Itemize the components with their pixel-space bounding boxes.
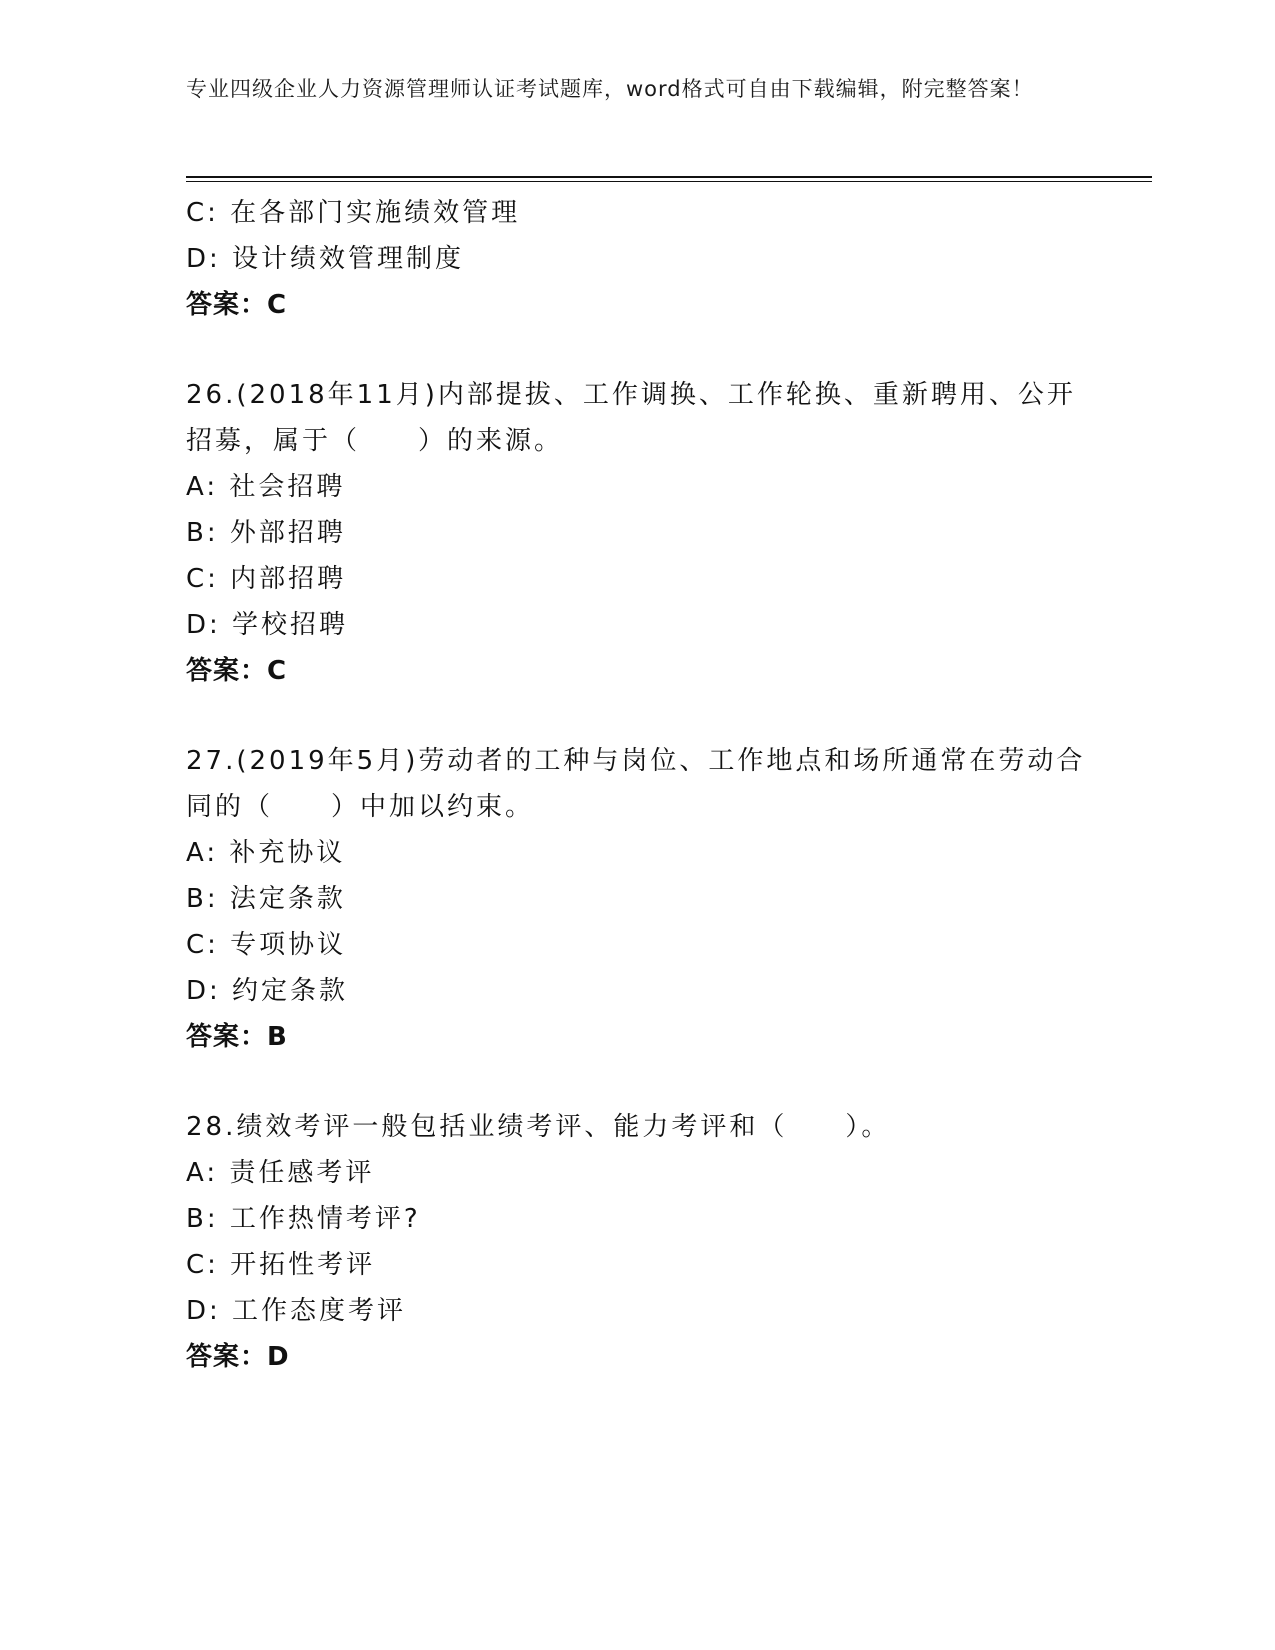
option-d: D: 工作态度考评 bbox=[186, 1296, 407, 1326]
page-header: 专业四级企业人力资源管理师认证考试题库，word格式可自由下载编辑，附完整答案！ bbox=[186, 77, 1034, 101]
option-a: A: 补充协议 bbox=[186, 838, 346, 868]
option-c: C: 开拓性考评 bbox=[186, 1250, 376, 1280]
question-list bbox=[186, 190, 1086, 1380]
question-27 bbox=[186, 738, 1086, 1060]
option-d: D: 约定条款 bbox=[186, 976, 349, 1006]
answer-label: 答案：B bbox=[186, 1022, 288, 1052]
spacer bbox=[186, 694, 1086, 738]
header-rule-thick bbox=[186, 176, 1152, 178]
spacer bbox=[186, 1060, 1086, 1104]
spacer bbox=[186, 328, 1086, 372]
question-stem-line: 招募，属于（ ）的来源。 bbox=[186, 426, 564, 456]
option-b: B: 外部招聘 bbox=[186, 518, 346, 548]
question-stem-line: 同的（ ）中加以约束。 bbox=[186, 792, 535, 822]
question-26 bbox=[186, 372, 1086, 694]
question-25-continuation bbox=[186, 190, 1086, 328]
option-b: B: 工作热情考评? bbox=[186, 1204, 421, 1234]
question-stem-line: 26.(2018年11月)内部提拔、工作调换、工作轮换、重新聘用、公开 bbox=[186, 380, 1076, 410]
option-c: C: 专项协议 bbox=[186, 930, 347, 960]
option-a: A: 社会招聘 bbox=[186, 472, 346, 502]
option-c: C: 在各部门实施绩效管理 bbox=[186, 198, 521, 228]
option-a: A: 责任感考评 bbox=[186, 1158, 375, 1188]
header-rule-thin bbox=[186, 181, 1152, 182]
question-stem-line: 27.(2019年5月)劳动者的工种与岗位、工作地点和场所通常在劳动合 bbox=[186, 746, 1086, 776]
answer-label: 答案：D bbox=[186, 1342, 290, 1372]
question-28 bbox=[186, 1104, 1086, 1380]
question-stem-line: 28.绩效考评一般包括业绩考评、能力考评和（ ）。 bbox=[186, 1112, 891, 1142]
option-b: B: 法定条款 bbox=[186, 884, 346, 914]
answer-label: 答案：C bbox=[186, 656, 288, 686]
answer-label: 答案：C bbox=[186, 290, 288, 320]
option-d: D: 学校招聘 bbox=[186, 610, 349, 640]
option-c: C: 内部招聘 bbox=[186, 564, 347, 594]
option-d: D: 设计绩效管理制度 bbox=[186, 244, 465, 274]
